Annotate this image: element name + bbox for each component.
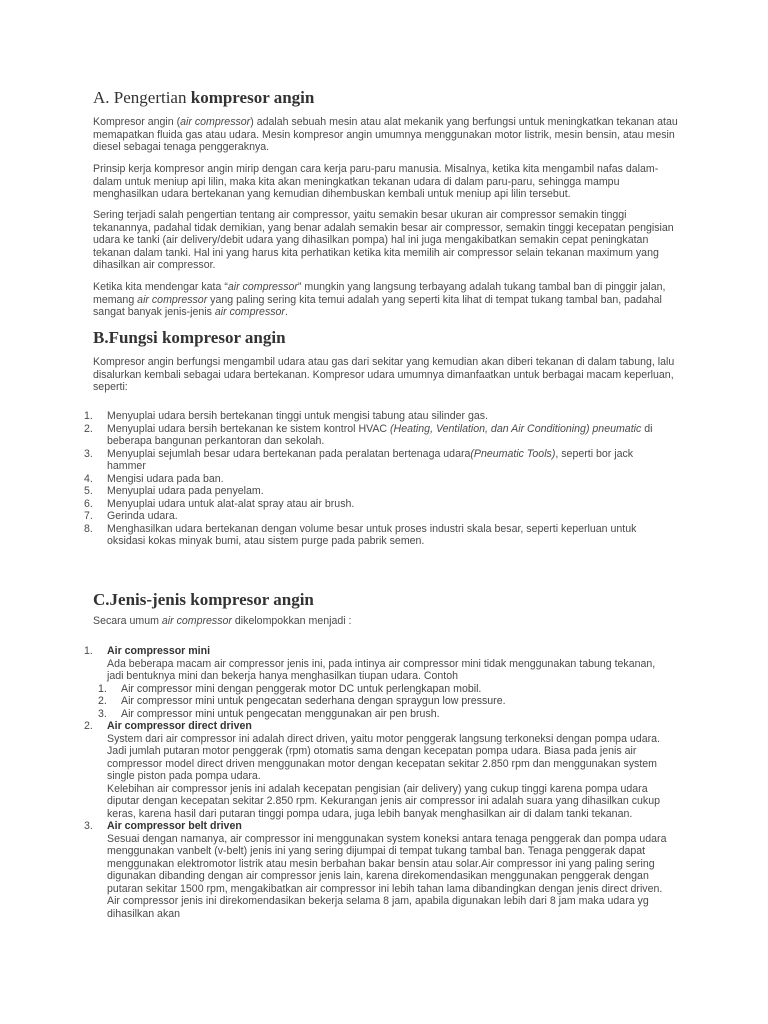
section-c-intro <box>93 615 683 628</box>
list-number: 1. <box>84 410 93 422</box>
italic-run: air compressor <box>161 615 232 627</box>
list-text: Gerinda udara. <box>107 510 178 522</box>
list-text: Menyuplai udara untuk alat-alat spray atau air brush. <box>107 497 355 510</box>
section-a-paragraph-4 <box>93 281 683 319</box>
list-text: Menyuplai udara bersih bertekanan ke sistem kontrol HVAC <box>107 422 391 435</box>
list-number: 2. <box>84 720 93 732</box>
section-a-paragraph-2: Prinsip kerja kompresor angin mirip dengan cara kerja paru-paru manusia. Misalnya, ketika kita mengambil nafas dalam-dalam untuk meniup api lilin, maka kita akan meningkatkan tekanan udara di dalam paru-paru, sehingga mampu menghasilkan udara bertekanan yang kemudian dihembuskan kembali untuk meniup api lilin tersebut. <box>93 163 659 201</box>
italic-run: air compressor <box>227 281 298 293</box>
sub-list-item <box>0 708 667 721</box>
list-number: 2. <box>98 695 107 707</box>
list-text: Mengisi udara pada ban. <box>107 472 224 485</box>
compressor-type-description: System dari air compressor ini adalah direct driven, yaitu motor penggerak langsung terkoneksi dengan pompa udara. Jadi jumlah putaran motor penggerak (rpm) otomatis sama dengan kecepatan pompa udara. Biasa pada jenis air compressor model direct driven menggunakan motor dengan kecepatan sekitar 2.850 rpm dan menggunakan system single piston pada pompa udara. <box>107 732 660 782</box>
text-run: Ketika kita mendengar kata “ <box>93 281 228 293</box>
italic-run: (Pneumatic Tools) <box>470 447 556 460</box>
list-item <box>0 448 667 473</box>
compressor-type-description: Ada beberapa macam air compressor jenis ini, pada intinya air compressor mini tidak menggunakan tabung tekanan, jadi bentuknya mini dan bekerja hanya menghasilkan tiupan udara. Contoh <box>107 657 656 682</box>
list-number: 8. <box>84 522 93 535</box>
compressor-type-list <box>0 645 667 920</box>
compressor-type-title: Air compressor mini <box>107 645 211 657</box>
list-number: 4. <box>84 472 93 485</box>
list-text: , seperti bor jack hammer <box>107 447 634 472</box>
compressor-type-description-2: Kelebihan air compressor jenis ini adalah kecepatan pengisian (air delivery) yang cukup tinggi karena pompa udara diputar dengan kecepatan sekitar 2.850 rpm. Kekurangan jenis air compressor ini adalah suara yang dihasilkan cukup keras, karena hasil dari putaran tinggi pompa udara, juga lebih banyak menghasilkan air di dalam tanki tekanan. <box>107 782 660 820</box>
text-run: ” mungkin yang langsung terbayang adalah tukang tambal ban di pinggir jalan, memang <box>93 281 666 306</box>
list-text: Air compressor mini untuk pengecatan menggunakan air pen brush. <box>121 707 440 720</box>
list-number: 2. <box>84 422 93 435</box>
list-number: 6. <box>84 497 93 510</box>
list-text: Menghasilkan udara bertekanan dengan volume besar untuk proses industri skala besar, seperti keperluan untuk oksidasi kokas minyak bumi, atau sistem purge pada pabrik semen. <box>107 522 637 547</box>
compressor-type-description: Sesuai dengan namanya, air compressor ini menggunakan system koneksi antara tenaga penggerak dan pompa udara menggunakan vanbelt (v-belt) jenis ini yang sering dijumpai di tempat tukang tambal ban. Tenaga penggerak dapat menggunakan elektromotor listrik atau mesin berbahan bakar bensin atau solar.Air compressor ini yang paling sering digunakan dibanding dengan air compressor jenis lain, karena direkomendasikan menggunakan penggerak dengan putaran sekitar 1500 rpm, mengakibatkan air compressor ini lebih tahan lama dibandingkan dengan jenis direct driven. Air compressor jenis ini direkomendasikan bekerja selama 8 jam, apabila digunakan lebih dari 8 jam maka udara yg dihasilkan akan <box>107 832 667 920</box>
list-item <box>0 410 667 423</box>
section-a-paragraph-1 <box>93 116 683 154</box>
section-a-paragraph-3: Sering terjadi salah pengertian tentang air compressor, yaitu semakin besar ukuran air compressor semakin tinggi tekanannya, padahal tidak demikian, yang benar adalah semakin besar air compressor, semakin tinggi kecepatan pengisian udara ke tanki (air delivery/debit udara yang dihasilkan pompa) hal ini juga mengakibatkan semakin cepat peningkatan tekanan dalam tanki. Hal ini yang harus kita perhatikan ketika kita memilih air compressor selain tekanan maximum yang dihasilkan air compressor. <box>93 209 674 272</box>
list-text: Menyuplai sejumlah besar udara bertekanan pada peralatan bertenaga udara <box>107 447 471 460</box>
text-run: ) adalah sebuah mesin atau alat mekanik yang berfungsi untuk meningkatkan tekanan atau memapatkan fluida gas atau udara. Mesin kompresor angin umumnya menggunakan motor listrik, mesin bensin, atau mesin diesel sebagai tenaga penggeraknya. <box>93 116 678 154</box>
text-run: . <box>284 306 288 319</box>
section-c-heading-text: C.Jenis-jenis kompresor angin <box>93 590 314 609</box>
list-text: Menyuplai udara bersih bertekanan tinggi untuk mengisi tabung atau silinder gas. <box>107 410 489 422</box>
list-item <box>0 498 667 511</box>
list-number: 3. <box>98 707 107 720</box>
list-item <box>0 510 667 523</box>
list-text: Menyuplai udara pada penyelam. <box>107 485 264 497</box>
italic-run: air compressor <box>214 306 285 319</box>
list-item <box>0 523 667 548</box>
italic-run: air compressor <box>137 293 208 306</box>
compressor-type-title: Air compressor direct driven <box>107 720 252 732</box>
list-number: 3. <box>84 820 93 832</box>
list-number: 5. <box>84 485 93 497</box>
sub-list-item <box>0 683 667 696</box>
list-item <box>0 473 667 486</box>
section-a-heading-prefix: A. Pengertian <box>93 88 191 107</box>
text-run: dikelompokkan menjadi : <box>231 615 352 627</box>
list-item <box>0 423 667 448</box>
section-b-heading-text: B.Fungsi kompresor angin <box>93 328 286 347</box>
section-a-heading-bold: kompresor angin <box>190 88 315 107</box>
list-text: Air compressor mini dengan penggerak motor DC untuk perlengkapan mobil. <box>121 682 482 695</box>
section-b-heading <box>93 328 286 348</box>
text-run: yang paling sering kita temui adalah yang seperti kita lihat di tempat tukang tambal ban, padahal sangat banyak jenis-jenis <box>93 293 662 319</box>
list-text: di beberapa bangunan perkantoran dan sekolah. <box>107 422 653 447</box>
text-run: Kompresor angin ( <box>93 116 181 128</box>
list-number: 7. <box>84 510 93 522</box>
function-list <box>0 410 667 548</box>
list-number: 1. <box>98 682 107 695</box>
compressor-type-title: Air compressor belt driven <box>107 820 242 832</box>
list-item <box>0 485 667 498</box>
list-text: Air compressor mini untuk pengecatan sederhana dengan spraygun low pressure. <box>121 695 506 707</box>
sub-list-item <box>0 695 667 708</box>
section-a-heading <box>93 88 314 108</box>
italic-run: air compressor <box>180 116 251 128</box>
list-number: 3. <box>84 447 93 460</box>
compressor-type-item <box>0 820 667 920</box>
compressor-type-item <box>0 645 667 683</box>
compressor-type-item <box>0 720 667 820</box>
italic-run: (Heating, Ventilation, dan Air Conditioning) pneumatic <box>390 422 642 435</box>
text-run: Secara umum <box>93 615 162 627</box>
list-number: 1. <box>84 645 93 657</box>
section-c-heading <box>93 590 314 610</box>
section-b-intro: Kompresor angin berfungsi mengambil udara atau gas dari sekitar yang kemudian akan diberi tekanan di dalam tabung, lalu disalurkan kembali sebagai udara bertekanan. Kompresor udara umumnya dimanfaatkan untuk berbagai macam keperluan, seperti: <box>93 356 675 394</box>
